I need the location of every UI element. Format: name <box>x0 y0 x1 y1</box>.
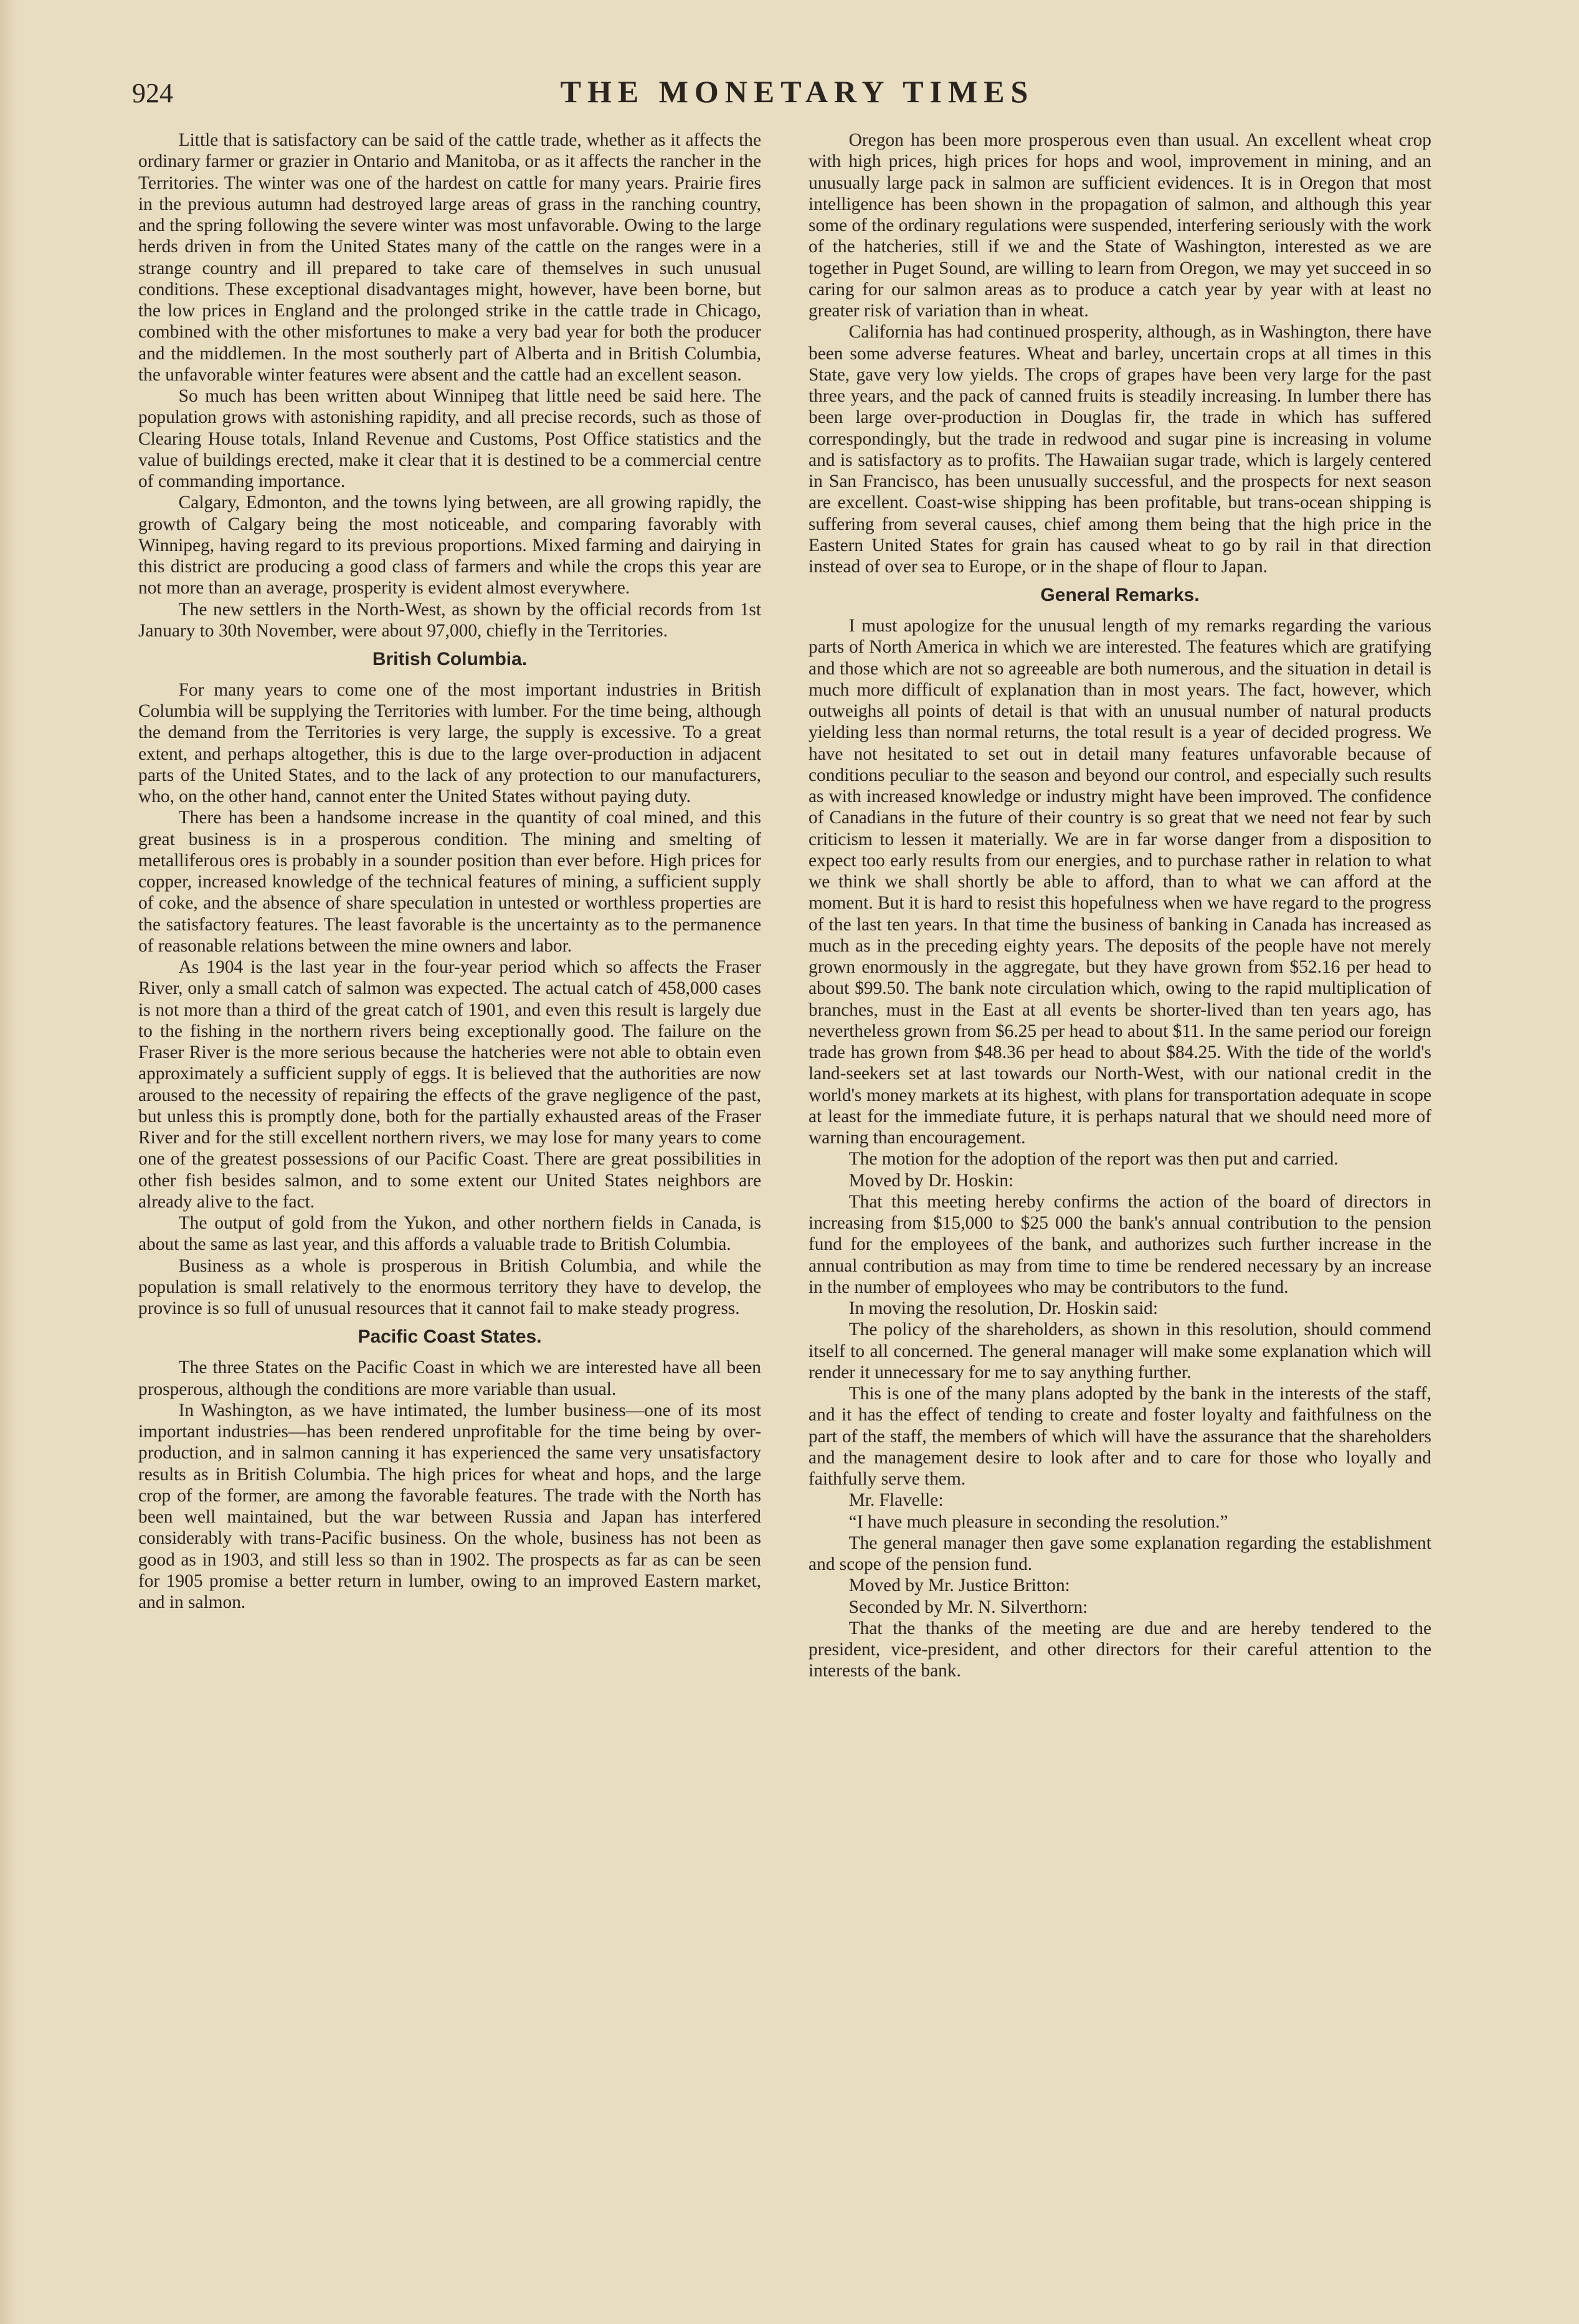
paragraph: In moving the resolution, Dr. Hoskin said: <box>848 1298 1159 1319</box>
paragraph: In Washington, as we have intimated, the lumber business—one of its most important industries—has been rendered unprofitable for the time being by over-production, and in salmon canning it has experienced the same very unsatisfactory results as in British Columbia. The high prices for wheat and hops, and the large crop of the former, are among the favorable features. The trade with the North has been well maintained, but the war between Russia and Japan has interfered considerably with trans-Pacific business. On the whole, business has not been as good as in 1903, and still less so than in 1902. The prospects as far as can be seen for 1905 promise a better return in lumber, owing to an improved Eastern market, and in salmon. <box>138 1400 761 1613</box>
page-header <box>125 73 1470 111</box>
section-heading: Pacific Coast States. <box>358 1326 542 1348</box>
paragraph: As 1904 is the last year in the four-year period which so affects the Fraser River, only a small catch of salmon was expected. The actual catch of 458,000 cases is not more than a third of the great catch of 1901, and even this result is largely due to the fishing in the northern rivers being exceptionally good. The failure on the Fraser River is the more serious because the hatcheries were not able to obtain even approximately a sufficient supply of eggs. It is believed that the authorities are now aroused to the necessity of repairing the effects of the grave negligence of the past, but unless this is promptly done, both for the partially exhausted areas of the Fraser River and for the still excellent northern rivers, we may lose for many years to come one of the greatest possessions of our Pacific Coast. There are great possibilities in other fish besides salmon, and to some extent our United States neighbors are already alive to the fact. <box>138 957 761 1212</box>
left-column <box>138 130 761 1613</box>
right-column <box>808 130 1431 1682</box>
paragraph: Oregon has been more prosperous even than usual. An excellent wheat crop with high prices, high prices for hops and wool, improvement in mining, and an unusually large pack in salmon are sufficient evidences. It is in Oregon that most intelligence has been shown in the propagation of salmon, and although this year some of the ordinary regulations were suspended, interfering seriously with the work of the hatcheries, still if we and the State of Washington, interested as we are together in Puget Sound, are willing to learn from Oregon, we may yet succeed in so caring for our salmon areas as to produce a catch year by year with at least no greater risk of variation than in wheat. <box>808 130 1431 321</box>
paragraph: Moved by Mr. Justice Britton: <box>848 1575 1070 1596</box>
paragraph: California has had continued prosperity, although, as in Washington, there have been some adverse features. Wheat and barley, uncertain crops at all times in this State, gave very low yields. The crops of grapes have been very large for the past three years, and the pack of canned fruits is steadily increasing. In lumber there has been large over-production in Douglas fir, the trade in which has suffered correspondingly, but the trade in redwood and sugar pine is increasing in volume and is satisfactory as to profits. The Hawaiian sugar trade, which is largely centered in San Francisco, has been unusually successful, and the prospects for next season are excellent. Coast-wise shipping has been profitable, but trans-ocean shipping is suffering from several causes, chief among them being that the high price in the Eastern United States for grain has caused wheat to go by rail in that direction instead of over sea to Europe, or in the shape of flour to Japan. <box>808 322 1431 577</box>
paragraph: This is one of the many plans adopted by the bank in the interests of the staff, and it has the effect of tending to create and foster loyalty and faithfulness on the part of the staff, the members of which will have the assurance that the shareholders and the management desire to look after and to care for those who loyally and faithfully serve them. <box>808 1384 1431 1490</box>
paragraph: “I have much pleasure in seconding the resolution.” <box>848 1511 1228 1532</box>
section-heading: British Columbia. <box>372 649 528 669</box>
paragraph: The output of gold from the Yukon, and other northern fields in Canada, is about the same as last year, and this affords a valuable trade to British Columbia. <box>138 1213 761 1255</box>
paragraph: Mr. Flavelle: <box>848 1490 944 1511</box>
paragraph: Little that is satisfactory can be said of the cattle trade, whether as it affects the ordinary farmer or grazier in Ontario and Manitoba, or as it affects the rancher in the Territories. The winter was one of the hardest on cattle for many years. Prairie fires in the previous autumn had destroyed large areas of grass in the ranching country, and the spring following the severe winter was most unfavorable. Owing to the large herds driven in from the United States many of the cattle on the ranges were in a strange country and ill prepared to take care of themselves in such unusual conditions. These exceptional disadvantages might, however, have been borne, but the low prices in England and the prolonged strike in the cattle trade in Chicago, combined with the other misfortunes to make a very bad year for both the producer and the middlemen. In the most southerly part of Alberta and in British Columbia, the unfavorable winter features were absent and the cattle had an excellent season. <box>138 130 761 385</box>
paragraph: The policy of the shareholders, as shown in this resolution, should commend itself to all concerned. The general manager will make some explanation which will render it unnecessary for me to say anything further. <box>808 1320 1431 1382</box>
paragraph: That this meeting hereby confirms the action of the board of directors in increasing from $15,000 to $25 000 the bank's annual contribution to the pension fund for the employees of the bank, and authorizes such further increase in the annual contribution as may from time to time be rendered necessary by an increase in the number of employees who may be contributors to the fund. <box>808 1191 1431 1297</box>
paragraph: Business as a whole is prosperous in British Columbia, and while the population is small relatively to the enormous territory they have to develop, the province is so full of unusual resources that it cannot fail to make steady progress. <box>138 1255 761 1319</box>
page-fold-shadow <box>0 0 17 2324</box>
paragraph: That the thanks of the meeting are due and are hereby tendered to the president, vice-president, and other directors for their careful attention to the interests of the bank. <box>808 1618 1431 1681</box>
page-title: THE MONETARY TIMES <box>560 74 1035 109</box>
paragraph: I must apologize for the unusual length of my remarks regarding the various parts of North America in which we are interested. The features which are gratifying and those which are not so agreeable are both numerous, and the situation in detail is much more difficult of explanation than in most years. The fact, however, which outweighs all points of detail is that with an unusual number of natural products yielding less than normal returns, the total result is a year of decided progress. We have not hesitated to set out in detail many features unfavorable because of conditions peculiar to the season and beyond our control, and especially such results as with increased knowledge or industry might have been improved. The confidence of Canadians in the future of their country is so great that we need not fear by such criticism to lessen it materially. We are in far worse danger from a disposition to expect too early results from our energies, and to purchase rather in relation to what we think we shall shortly be able to afford, than to what we can afford at the moment. But it is hard to resist this hopefulness when we have regard to the progress of the last ten years. In that time the business of banking in Canada has increased as much as in the preceding eighty years. The deposits of the people have not merely grown enormously in the aggregate, but they have grown from $52.16 per head to about $99.50. The bank note circulation which, owing to the rapid multiplication of branches, must in the East at all events be shorter-lived than ten years ago, has nevertheless grown from $6.25 per head to about $11. In the same period our foreign trade has grown from $48.36 per head to about $84.25. With the tide of the world's land-seekers set at last towards our North-West, with our national credit in the world's money markets at its highest, with plans for transportation adequate in scope at least for the immediate future, it is perhaps natural that we should need more of warning than encouragement. <box>808 616 1431 1148</box>
paragraph: The motion for the adoption of the report was then put and carried. <box>848 1149 1339 1169</box>
paragraph: Seconded by Mr. N. Silverthorn: <box>848 1597 1088 1617</box>
paragraph: There has been a handsome increase in the quantity of coal mined, and this great business is in a prosperous condition. The mining and smelting of metalliferous ores is probably in a sounder position than ever before. High prices for copper, increased knowledge of the technical features of mining, a sufficient supply of coke, and the absence of share speculation in untested or worthless properties are the satisfactory features. The least favorable is the uncertainty as to the permanence of reasonable relations between the mine owners and labor. <box>138 808 761 956</box>
paragraph: The new settlers in the North-West, as shown by the official records from 1st January to 30th November, were about 97,000, chiefly in the Territories. <box>138 599 761 641</box>
page-number: 924 <box>132 78 173 108</box>
paragraph: The general manager then gave some explanation regarding the establishment and scope of the pension fund. <box>808 1533 1431 1575</box>
section-heading: General Remarks. <box>1040 585 1200 606</box>
paragraph: Moved by Dr. Hoskin: <box>848 1170 1014 1191</box>
paragraph: So much has been written about Winnipeg that little need be said here. The population grows with astonishing rapidity, and all precise records, such as those of Clearing House totals, Inland Revenue and Customs, Post Office statistics and the value of buildings erected, make it clear that it is destined to be a commercial centre of commanding importance. <box>138 386 761 491</box>
paragraph: Calgary, Edmonton, and the towns lying between, are all growing rapidly, the growth of Calgary being the most noticeable, and comparing favorably with Winnipeg, having regard to its previous proportions. Mixed farming and dairying in this district are producing a good class of farmers and while the crops this year are not more than an average, prosperity is evident almost everywhere. <box>138 493 761 598</box>
paragraph: The three States on the Pacific Coast in which we are interested have all been prosperous, although the conditions are more variable than usual. <box>138 1358 761 1399</box>
paragraph: For many years to come one of the most important industries in British Columbia will be supplying the Territories with lumber. For the time being, although the demand from the Territories is very large, the supply is excessive. To a great extent, and perhaps altogether, this is due to the large over-production in adjacent parts of the United States, and to the lack of any protection to our manufacturers, who, on the other hand, cannot enter the United States without paying duty. <box>138 679 761 807</box>
